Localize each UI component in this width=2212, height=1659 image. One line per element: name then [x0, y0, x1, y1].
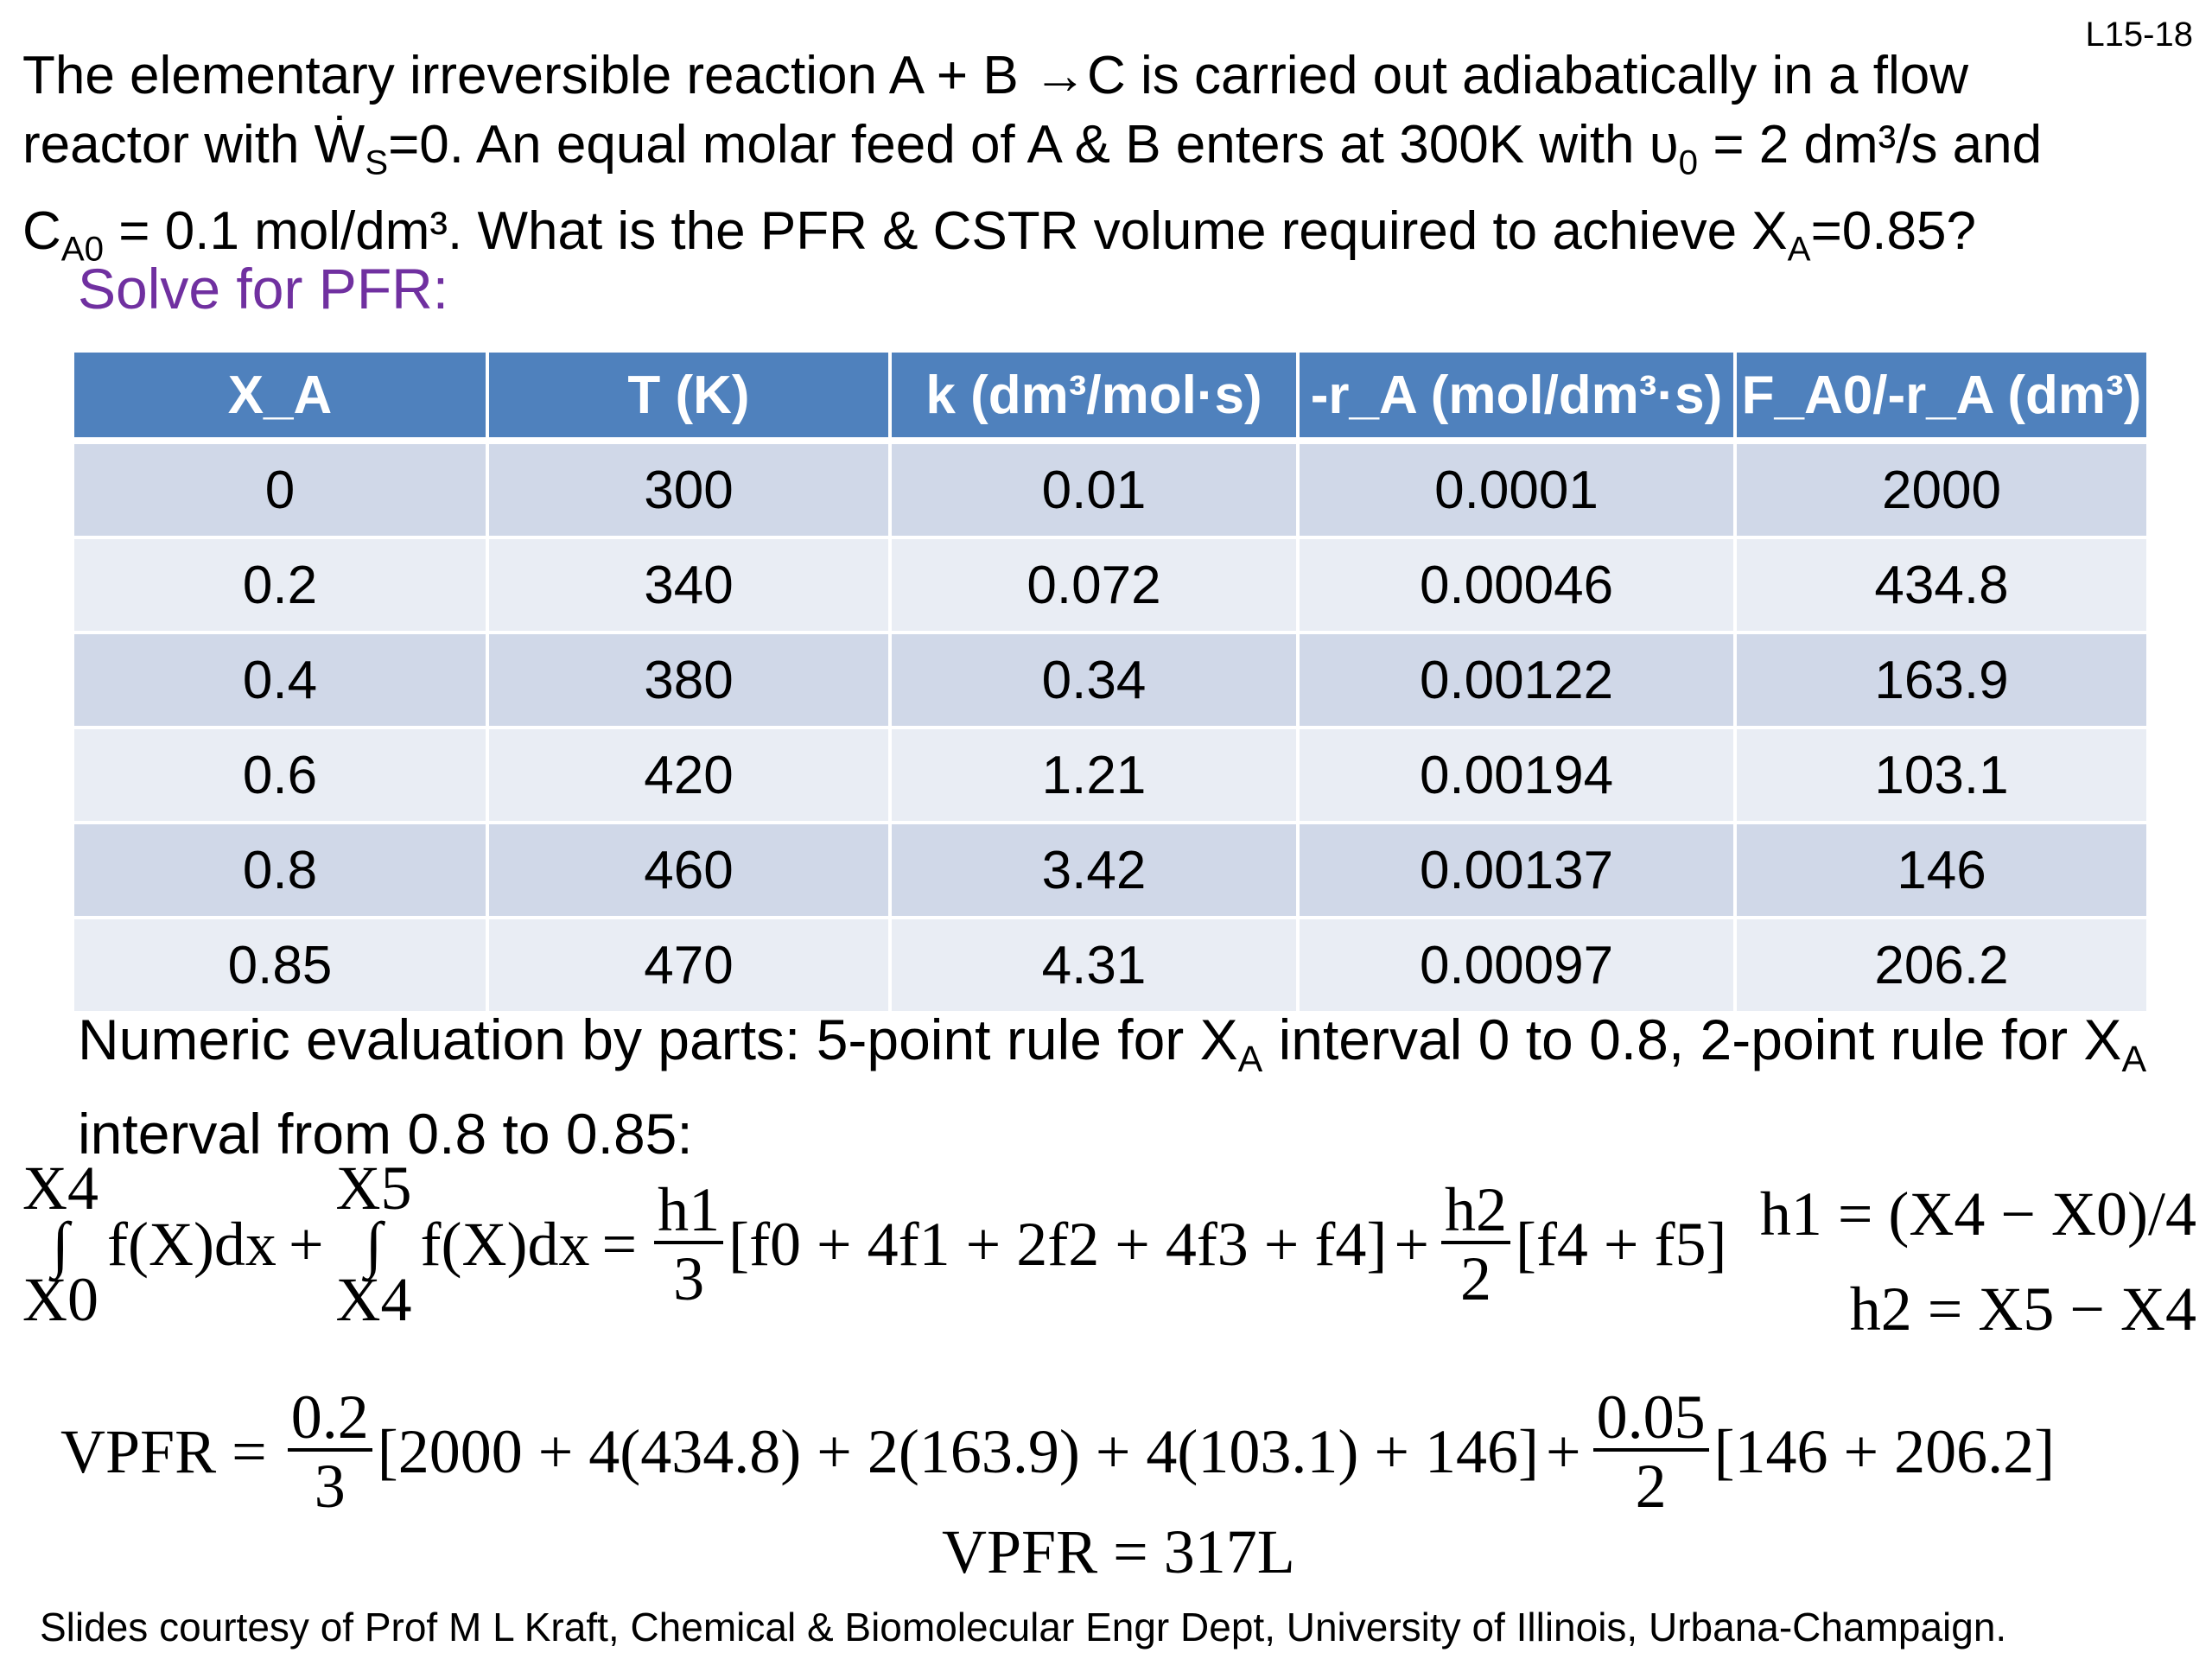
fraction-denominator: 2 — [1459, 1244, 1491, 1313]
fraction-0.2-3 — [288, 1382, 372, 1521]
table-cell: 2000 — [1735, 441, 2146, 537]
integrand: f(X)dx — [107, 1209, 276, 1279]
note-text: interval from 0.8 to 0.85: — [78, 1102, 693, 1166]
table-row — [74, 823, 2146, 918]
table-cell: 0.8 — [74, 823, 487, 918]
table-cell: 146 — [1735, 823, 2146, 918]
subscript: 0 — [1678, 143, 1699, 182]
table-cell: 0.34 — [890, 632, 1298, 728]
table-cell: 300 — [487, 441, 890, 537]
table-cell: 163.9 — [1735, 632, 2146, 728]
integral-sign: ∫ — [365, 1209, 383, 1279]
table-row — [74, 537, 2146, 632]
table-cell: 0.2 — [74, 537, 487, 632]
problem-text: = 0.1 mol/dm³. What is the PFR & CSTR volume required to achieve X — [104, 201, 1788, 262]
integral-upper-limit: X5 — [335, 1153, 412, 1223]
vpfr-lhs: VPFR — [60, 1416, 217, 1486]
fraction-numerator: 0.05 — [1593, 1386, 1709, 1452]
plus-sign: + — [288, 1209, 324, 1279]
table-row — [74, 728, 2146, 823]
data-table — [74, 353, 2146, 1011]
simpson-values-bracket: [2000 + 4(434.8) + 2(163.9) + 4(103.1) + 146] — [377, 1416, 1539, 1486]
table-cell: 4.31 — [890, 918, 1298, 1011]
integral-sign: ∫ — [52, 1209, 69, 1279]
column-header: k (dm³/mol·s) — [890, 353, 1298, 441]
table-cell: 380 — [487, 632, 890, 728]
column-header: T (K) — [487, 353, 890, 441]
h1-definition: h1 = (X4 − X0)/4 — [1759, 1179, 2196, 1249]
table-cell: 0.6 — [74, 728, 487, 823]
integral-equation — [22, 1141, 1726, 1348]
note-text: interval 0 to 0.8, 2-point rule for X — [1262, 1007, 2122, 1071]
column-header: -r_A (mol/dm³·s) — [1298, 353, 1735, 441]
vpfr-equation — [60, 1365, 2055, 1538]
table-cell: 0.00137 — [1298, 823, 1735, 918]
table-cell: 1.21 — [890, 728, 1298, 823]
fraction-numerator: 0.2 — [288, 1386, 372, 1452]
problem-text: = 2 dm³/s and — [1698, 115, 2043, 175]
table-cell: 420 — [487, 728, 890, 823]
integral-upper-limit: X4 — [22, 1153, 99, 1223]
table-cell: 0.072 — [890, 537, 1298, 632]
problem-line-2 — [22, 111, 2042, 197]
table-cell: 0.4 — [74, 632, 487, 728]
table-cell: 3.42 — [890, 823, 1298, 918]
subscript: A — [2121, 1039, 2147, 1081]
table-cell: 340 — [487, 537, 890, 632]
simpson-bracket: [f0 + 4f1 + 2f2 + 4f3 + f4] — [728, 1209, 1388, 1279]
section-subtitle: Solve for PFR: — [78, 257, 449, 321]
table-cell: 103.1 — [1735, 728, 2146, 823]
problem-line-1 — [22, 41, 2042, 111]
equals-sign: = — [232, 1416, 267, 1486]
fraction-denominator: 3 — [673, 1244, 705, 1313]
problem-text: The elementary irreversible reaction A + B →C is carried out adiabatically in a flow — [22, 46, 1968, 105]
table-header-row — [74, 353, 2146, 441]
table-cell: 0.0001 — [1298, 441, 1735, 537]
problem-text: reactor with Ẇ — [22, 115, 365, 175]
integral-2 — [335, 1153, 412, 1335]
vpfr-result: VPFR = 317L — [942, 1517, 1295, 1586]
fraction-numerator: h1 — [654, 1179, 723, 1244]
problem-text: C — [22, 201, 61, 262]
subscript: S — [365, 143, 389, 182]
table-cell: 206.2 — [1735, 918, 2146, 1011]
problem-text: =0. An equal molar feed of A & B enters at 300K with υ — [388, 115, 1679, 175]
integral-lower-limit: X4 — [335, 1265, 412, 1335]
table-row — [74, 441, 2146, 537]
problem-statement — [22, 41, 2042, 284]
plus-sign: + — [1394, 1209, 1429, 1279]
table-row — [74, 918, 2146, 1011]
equals-sign: = — [601, 1209, 638, 1279]
column-header: X_A — [74, 353, 487, 441]
fraction-h2-2 — [1441, 1175, 1510, 1313]
credit-line: Slides courtesy of Prof M L Kraft, Chemical & Biomolecular Engr Dept, University of Illinois, Urbana-Champaign. — [40, 1605, 2007, 1649]
problem-text: =0.85? — [1810, 201, 1976, 262]
table-cell: 434.8 — [1735, 537, 2146, 632]
trapezoid-values-bracket: [146 + 206.2] — [1713, 1416, 2056, 1486]
fraction-h1-3 — [654, 1175, 723, 1313]
table-cell: 460 — [487, 823, 890, 918]
h2-definition: h2 = X5 − X4 — [1849, 1274, 2196, 1344]
table-row — [74, 632, 2146, 728]
integral-1 — [22, 1153, 99, 1335]
table-cell: 0.01 — [890, 441, 1298, 537]
table-cell: 0.00194 — [1298, 728, 1735, 823]
subscript: A — [1237, 1039, 1263, 1081]
fraction-0.05-2 — [1593, 1382, 1709, 1521]
fraction-numerator: h2 — [1441, 1179, 1510, 1244]
column-header: F_A0/-r_A (dm³) — [1735, 353, 2146, 441]
slide-number: L15-18 — [2085, 16, 2193, 54]
fraction-denominator: 3 — [314, 1452, 346, 1521]
table-cell: 470 — [487, 918, 890, 1011]
table-cell: 0.00046 — [1298, 537, 1735, 632]
integrand: f(X)dx — [420, 1209, 590, 1279]
trapezoid-bracket: [f4 + f5] — [1515, 1209, 1727, 1279]
fraction-denominator: 2 — [1635, 1452, 1667, 1521]
table-cell: 0 — [74, 441, 487, 537]
subscript: A — [1787, 229, 1811, 269]
note-text: Numeric evaluation by parts: 5-point rule for X — [78, 1007, 1238, 1071]
step-definitions — [1760, 1166, 2196, 1357]
table-cell: 0.00097 — [1298, 918, 1735, 1011]
integral-lower-limit: X0 — [22, 1265, 99, 1335]
table-cell: 0.85 — [74, 918, 487, 1011]
table-cell: 0.00122 — [1298, 632, 1735, 728]
plus-sign: + — [1545, 1416, 1581, 1486]
subscript: A0 — [60, 229, 105, 269]
